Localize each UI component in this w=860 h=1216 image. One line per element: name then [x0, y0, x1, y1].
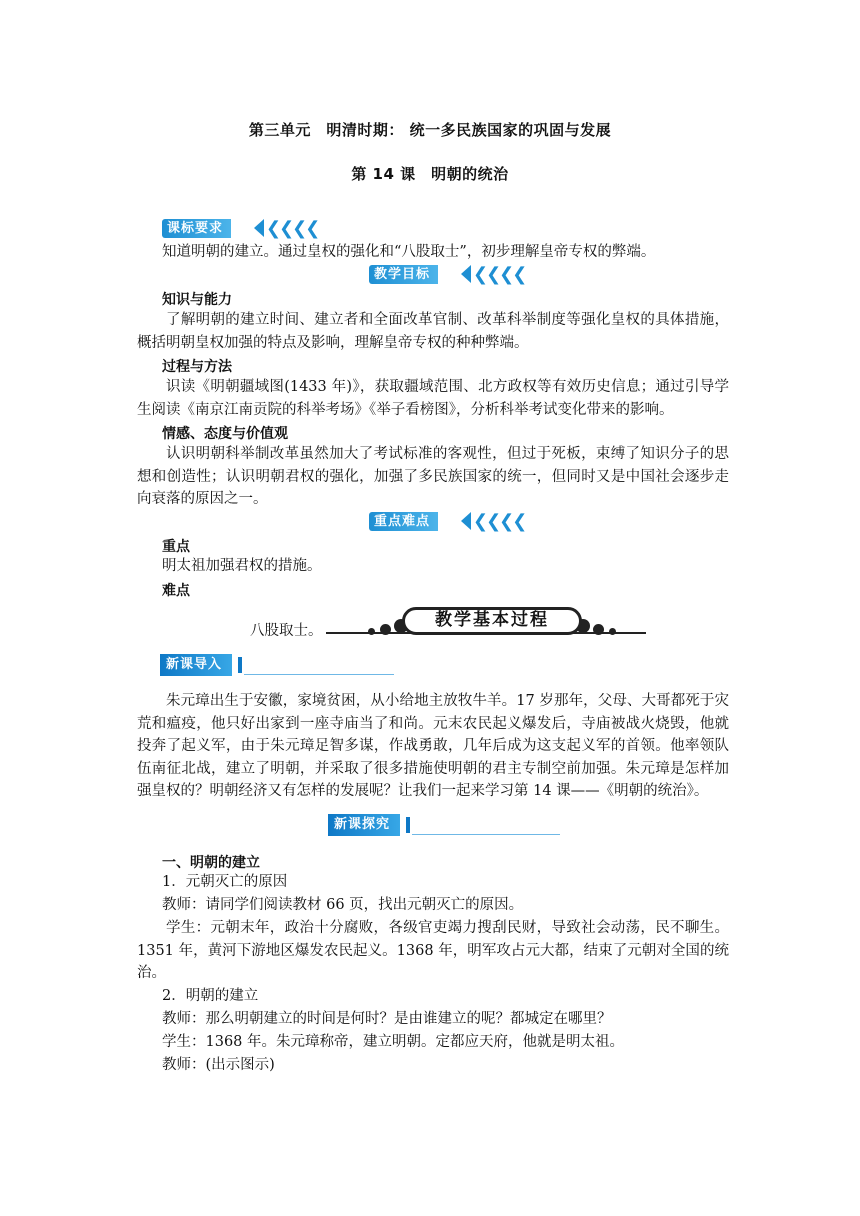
- dot-icon: [609, 628, 616, 635]
- process-banner: [326, 603, 646, 639]
- student-line: 学生：1368 年。朱元璋称帝，建立明朝。定都应天府，他就是明太祖。: [162, 1034, 625, 1050]
- teacher-line: 教师：那么明朝建立的时间是何时？是由谁建立的呢？都城定在哪里？: [162, 1011, 612, 1027]
- chevrons-icon: ❮❮❮❮: [473, 511, 526, 532]
- unit-title: 第三单元 明清时期： 统一多民族国家的巩固与发展: [248, 121, 612, 139]
- explore-banner: [328, 814, 562, 837]
- student-line: 学生：元朝末年，政治十分腐败，各级官吏竭力搜刮民财，导致社会动荡，民不聊生。1351 年，黄河下游地区爆发农民起义。1368 年，明军攻占元大都，结束了元朝对全国的统治。: [137, 920, 729, 981]
- banner-underline: [412, 834, 560, 835]
- banner-tip: [461, 265, 471, 283]
- chevrons-icon: ❮❮❮❮: [473, 264, 526, 285]
- intro-banner: [160, 654, 396, 677]
- process-text: 识读《明朝疆域图(1433 年)》，获取疆域范围、北方政权等有效历史信息；通过引导学生阅读《南京江南贡院的科举考场》《举子看榜图》，分析科举考试变化带来的影响。: [137, 379, 729, 418]
- emotion-text: 认识明朝科举制改革虽然加大了考试标准的客观性，但过于死板，束缚了知识分子的思想和创造性；认识明朝君权的强化，加强了多民族国家的统一，但同时又是中国社会逐步走向衰落的原因之一。: [137, 446, 729, 507]
- chevrons-icon: ❮❮❮❮: [266, 218, 319, 239]
- keypoints-banner: [369, 512, 529, 531]
- banner-tip: [461, 512, 471, 530]
- teacher-line: 教师：(出示图示): [162, 1057, 275, 1073]
- keypoints-banner-label: 重点难点: [369, 512, 438, 531]
- item-heading: 2．明朝的建立: [162, 988, 259, 1004]
- difficult-heading: 难点: [162, 583, 190, 599]
- key-heading: 重点: [162, 539, 190, 555]
- dot-icon: [593, 624, 604, 635]
- banner-bar: [406, 817, 410, 833]
- dot-icon: [380, 624, 391, 635]
- key-text: 明太祖加强君权的措施。: [162, 558, 322, 574]
- curriculum-banner: [162, 219, 322, 238]
- intro-banner-label: 新课导入: [160, 654, 232, 676]
- banner-underline: [244, 674, 394, 675]
- objectives-banner: [369, 265, 529, 284]
- dot-icon: [368, 628, 375, 635]
- intro-text: 朱元璋出生于安徽，家境贫困，从小给地主放牧牛羊。17 岁那年，父母、大哥都死于灾荒和瘟疫，他只好出家到一座寺庙当了和尚。元末农民起义爆发后，寺庙被战火烧毁，他就投奔了起义军，由于朱元璋足智多谋，作战勇敢，几年后成为这支起义军的首领。他率领队伍南征北战，建立了明朝，并采取了很多措施使明朝的君主专制空前加强。朱元璋是怎样加强皇权的？明朝经济又有怎样的发展呢？让我们一起来学习第 14 课——《明朝的统治》。: [137, 693, 729, 799]
- knowledge-text: 了解明朝的建立时间、建立者和全面改革官制、改革科举制度等强化皇权的具体措施，概括明朝皇权加强的特点及影响，理解皇帝专权的种种弊端。: [137, 312, 729, 351]
- curriculum-banner-label: 课标要求: [162, 219, 231, 238]
- item-heading: 1．元朝灭亡的原因: [162, 874, 288, 890]
- banner-bar: [238, 657, 242, 673]
- knowledge-heading: 知识与能力: [162, 292, 232, 308]
- explore-banner-label: 新课探究: [328, 814, 400, 836]
- process-heading: 过程与方法: [162, 359, 232, 375]
- emotion-heading: 情感、态度与价值观: [162, 426, 288, 442]
- section-heading: 一、明朝的建立: [162, 855, 260, 871]
- lesson-title: 第 14 课 明朝的统治: [351, 165, 509, 183]
- banner-tip: [254, 219, 264, 237]
- teacher-line: 教师：请同学们阅读教材 66 页，找出元朝灭亡的原因。: [162, 897, 524, 913]
- process-banner-label: 教学基本过程: [435, 610, 549, 630]
- objectives-banner-label: 教学目标: [369, 265, 438, 284]
- difficult-text: 八股取士。: [250, 623, 323, 639]
- curriculum-text: 知道明朝的建立。通过皇权的强化和“八股取士”，初步理解皇帝专权的弊端。: [162, 244, 656, 260]
